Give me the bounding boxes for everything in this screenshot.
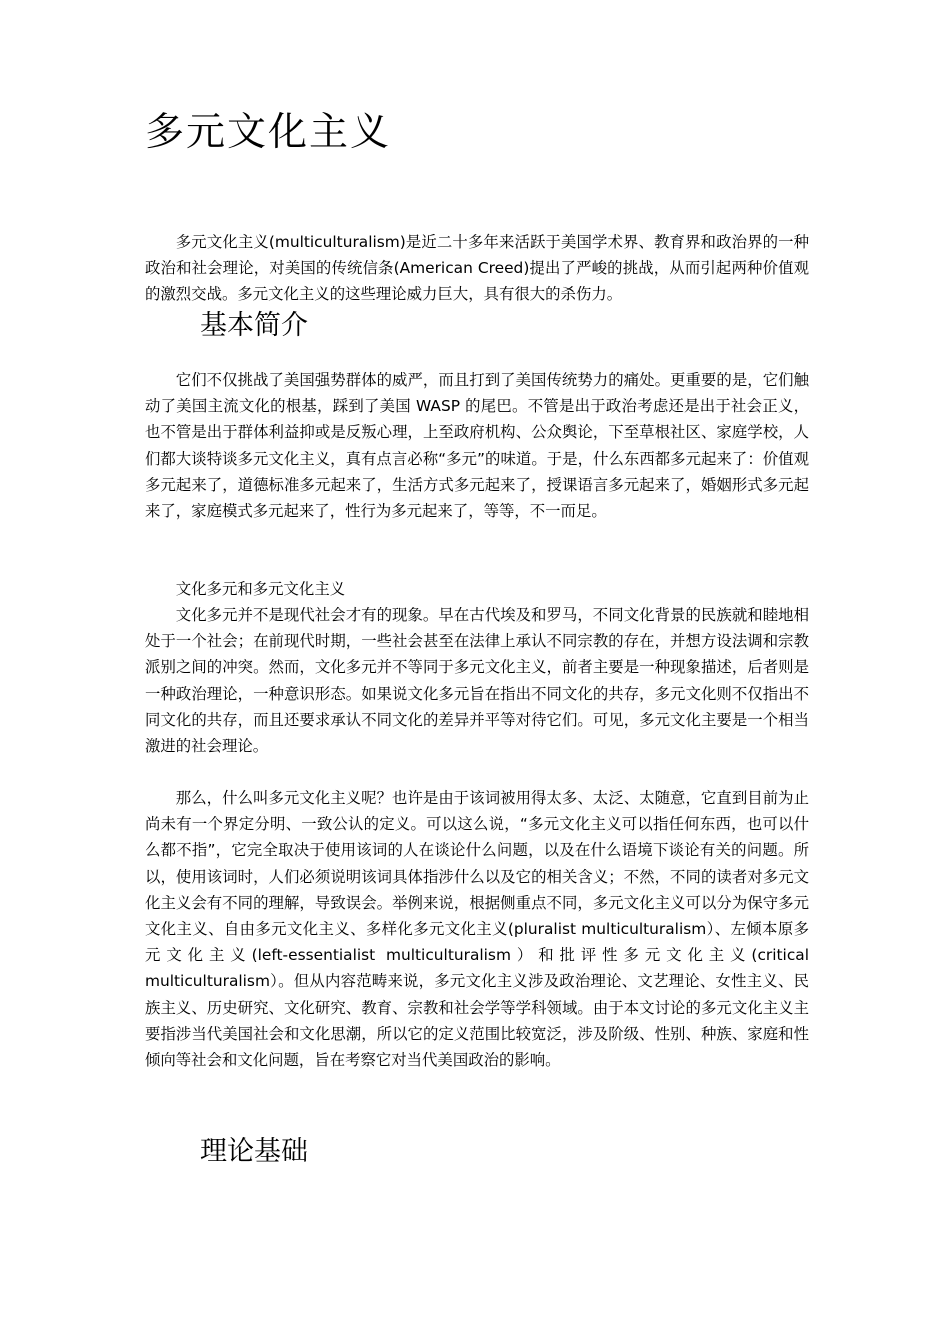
page-title: 多元文化主义	[145, 110, 392, 155]
intro-paragraph: 多元文化主义(multiculturalism)是近二十多年来活跃于美国学术界、教育界和政治界的一种政治和社会理论，对美国的传统信条(American Creed)提出了严峻的挑战，从而引起两种价值观的激烈交战。多元文化主义的这些理论威力巨大，具有很大的杀伤力。	[145, 233, 809, 303]
overview-paragraph-2: 文化多元并不是现代社会才有的现象。早在古代埃及和罗马，不同文化背景的民族就和睦地相处于一个社会；在前现代时期，一些社会甚至在法律上承认不同宗教的存在，并想方设法调和宗教派别之间的冲突。然而，文化多元并不等同于多元文化主义，前者主要是一种现象描述，后者则是一种政治理论，一种意识形态。如果说文化多元旨在指出不同文化的共存，多元文化则不仅指出不同文化的共存，而且还要求承认不同文化的差异并平等对待它们。可见，多元文化主要是一个相当激进的社会理论。	[145, 606, 809, 756]
subheading-cultural-pluralism: 文化多元和多元文化主义	[175, 580, 346, 598]
section-heading-theory: 理论基础	[200, 1136, 308, 1167]
overview-paragraph-1: 它们不仅挑战了美国强势群体的威严，而且打到了美国传统势力的痛处。更重要的是，它们触动了美国主流文化的根基，踩到了美国 WASP 的尾巴。不管是出于政治考虑还是出于社会正义，也不管是出于群体利益抑或是反叛心理，上至政府机构、公众舆论，下至草根社区、家庭学校，人们都大谈特谈多元文化主义，真有点言必称“多元”的味道。于是，什么东西都多元起来了：价值观多元起来了，道德标准多元起来了，生活方式多元起来了，授课语言多元起来了，婚姻形式多元起来了，家庭模式多元起来了，性行为多元起来了，等等，不一而足。	[145, 371, 809, 521]
section-heading-overview: 基本简介	[200, 310, 308, 341]
overview-paragraph-3: 那么，什么叫多元文化主义呢？也许是由于该词被用得太多、太泛、太随意，它直到目前为止尚未有一个界定分明、一致公认的定义。可以这么说，“多元文化主义可以指任何东西，也可以什么都不指”，它完全取决于使用该词的人在谈论什么问题，以及在什么语境下谈论有关的问题。所以，使用该词时，人们必须说明该词具体指涉什么以及它的相关含义；不然，不同的读者对多元文化主义会有不同的理解，导致误会。举例来说，根据侧重点不同，多元文化主义可以分为保守多元文化主义、自由多元文化主义、多样化多元文化主义(pluralist multiculturalism）、左倾本原多元文化主义(left-essentialist multiculturalism）和批评性多元文化主义(critical multiculturalism）。但从内容范畴来说，多元文化主义涉及政治理论、文艺理论、女性主义、民族主义、历史研究、文化研究、教育、宗教和社会学等学科领域。由于本文讨论的多元文化主义主要指涉当代美国社会和文化思潮，所以它的定义范围比较宽泛，涉及阶级、性别、种族、家庭和性倾向等社会和文化问题，旨在考察它对当代美国政治的影响。	[145, 789, 809, 1070]
